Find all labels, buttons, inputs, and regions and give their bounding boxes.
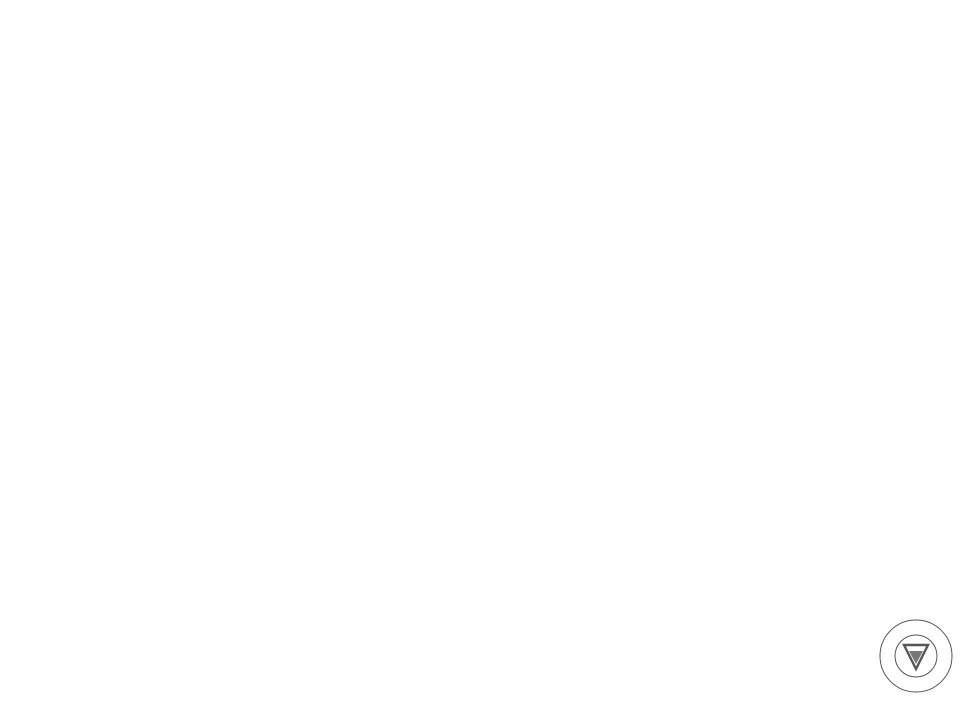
- fi-muni-seal-icon: [878, 618, 954, 694]
